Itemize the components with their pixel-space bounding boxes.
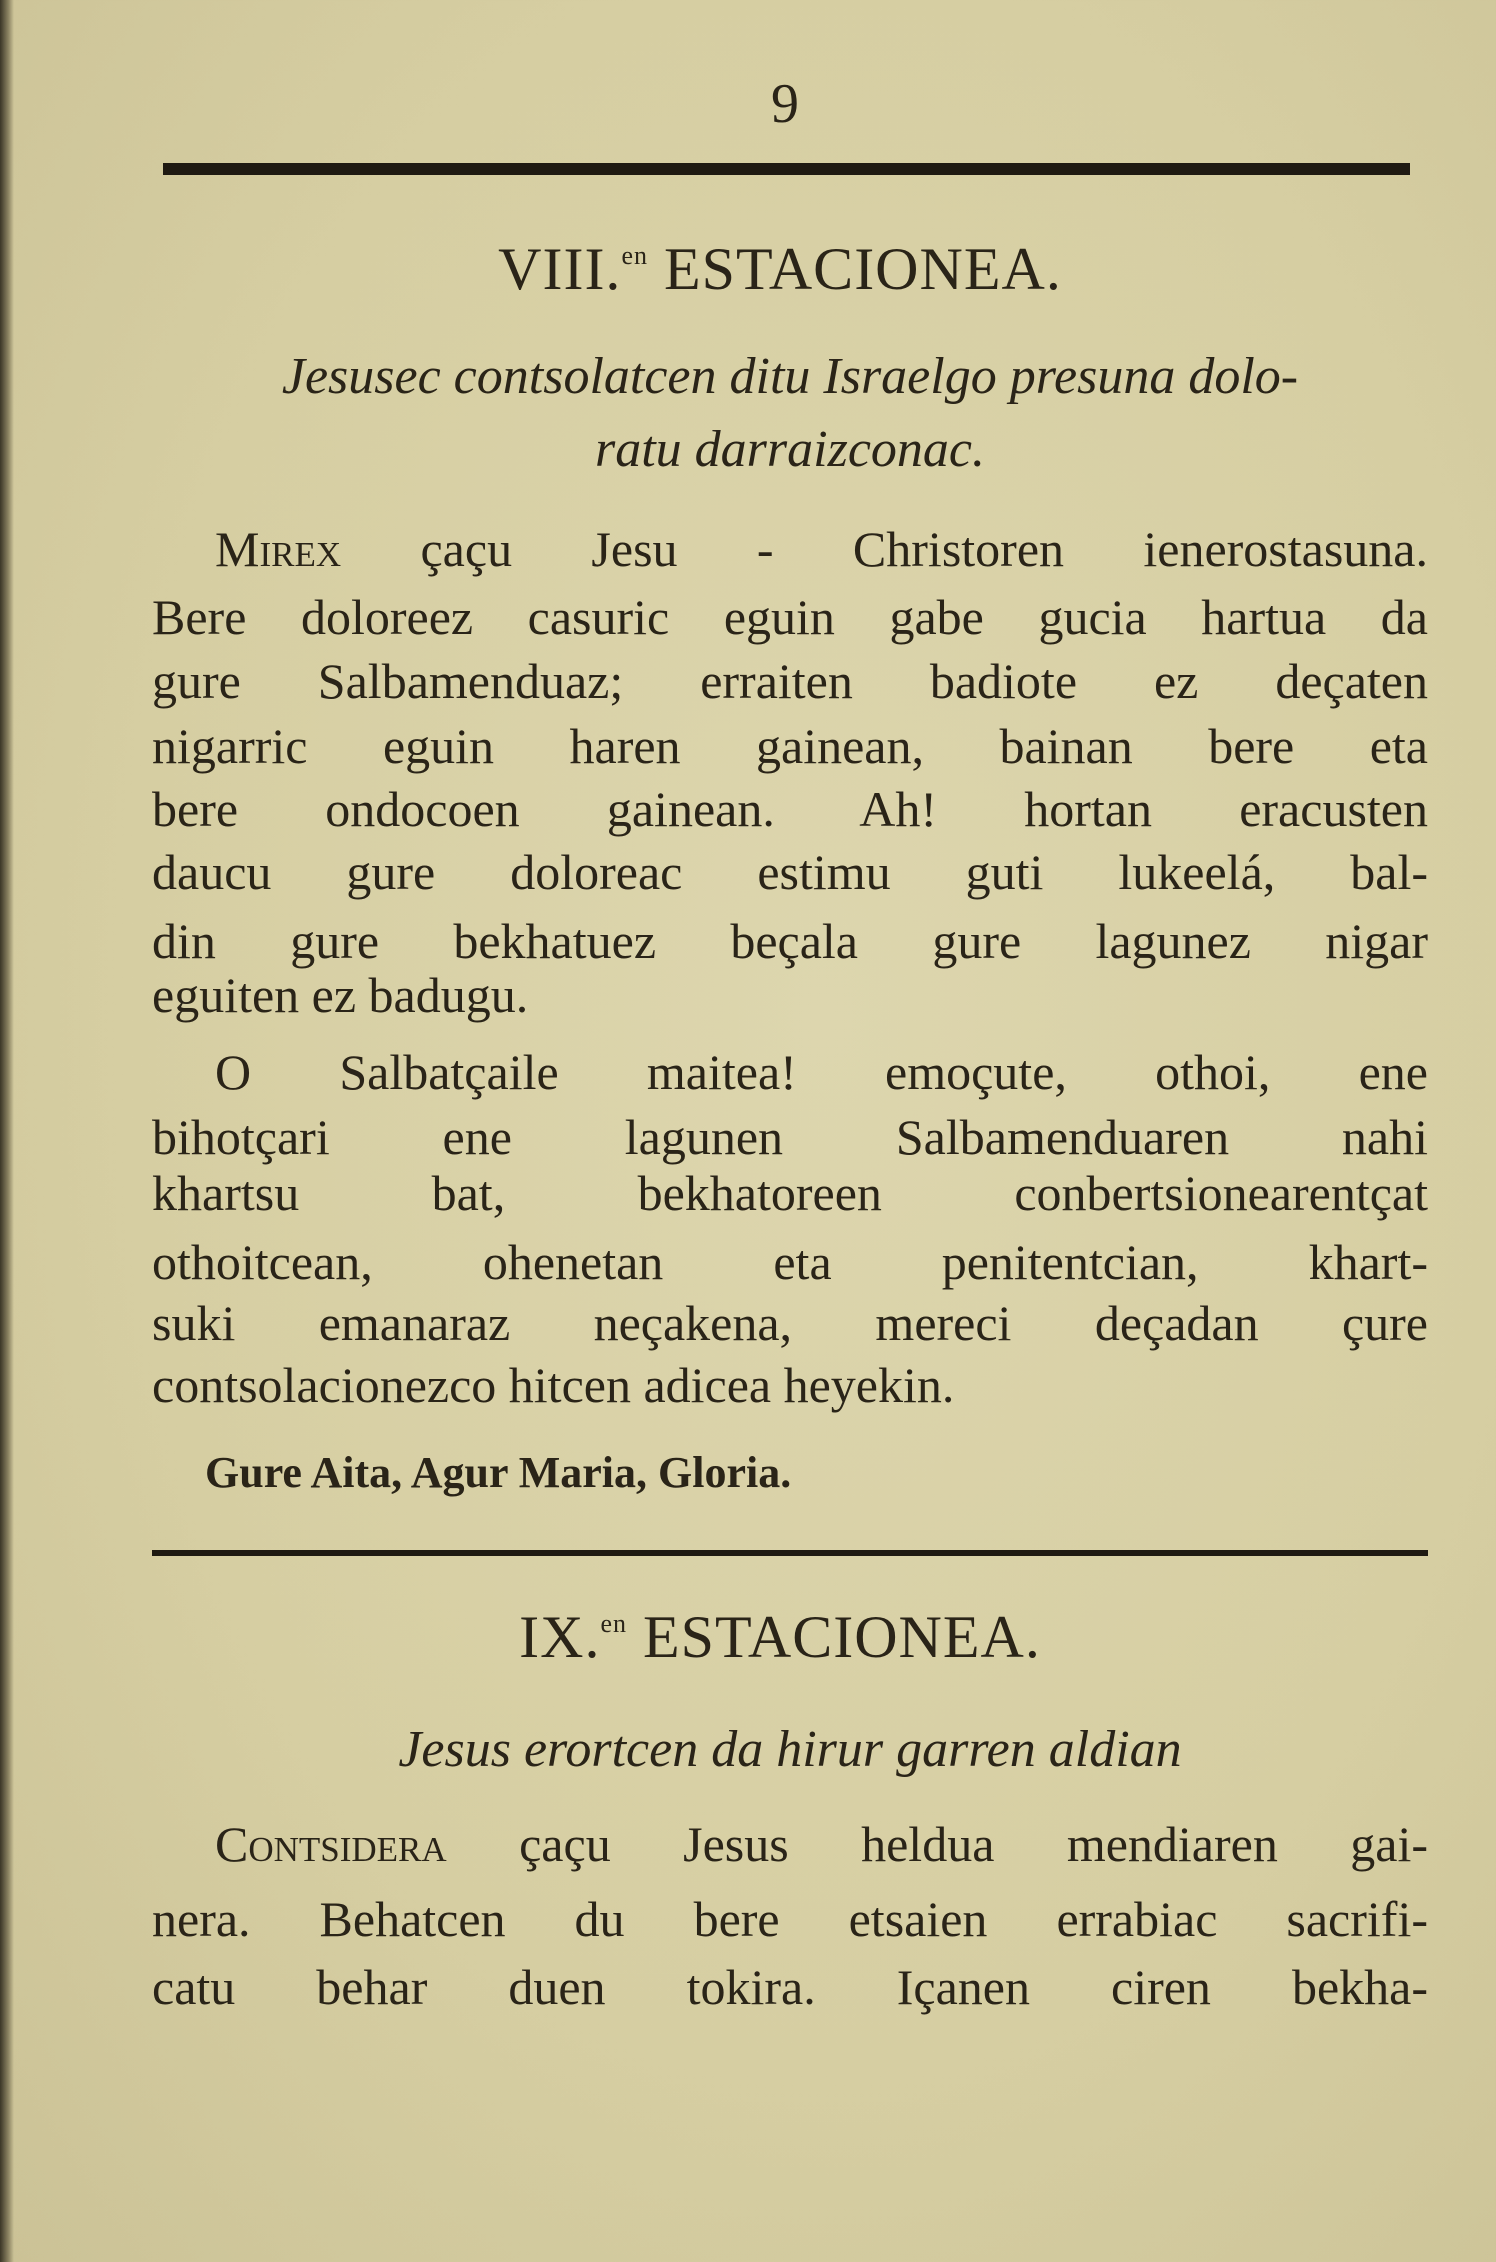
body-line: din gure bekhatuez beçala gure lagunez nigar	[152, 913, 1428, 969]
body-line: O Salbatçaile maitea! emoçute, othoi, ene	[215, 1044, 1428, 1100]
section-number-suffix: en	[621, 241, 648, 270]
lead-word: Mirex	[215, 521, 342, 577]
body-line: othoitcean, ohenetan eta penitentcian, khart-	[152, 1234, 1428, 1290]
body-line: bere ondocoen gainean. Ah! hortan eracusten	[152, 781, 1428, 837]
body-line: daucu gure doloreac estimu guti lukeelá, bal-	[152, 844, 1428, 900]
body-text: çaçu Jesus heldua mendiaren gai-	[446, 1816, 1428, 1872]
body-line	[215, 1815, 1428, 1873]
section-subtitle-line: Jesus erortcen da hirur garren aldian	[398, 1721, 1182, 1778]
section-subtitle-line: Jesusec contsolatcen ditu Israelgo presuna dolo-	[281, 348, 1299, 405]
body-line: suki emanaraz neçakena, mereci deçadan çure	[152, 1295, 1428, 1351]
page-number: 9	[771, 73, 799, 135]
body-text: çaçu Jesu - Christoren ienerostasuna.	[341, 521, 1428, 577]
header-rule	[163, 163, 1410, 175]
body-line: gure Salbamenduaz; erraiten badiote ez deçaten	[152, 653, 1428, 709]
body-line: bihotçari ene lagunen Salbamenduaren nahi	[152, 1109, 1428, 1165]
body-line: eguiten ez badugu.	[152, 967, 529, 1023]
prayer-line: Gure Aita, Agur Maria, Gloria.	[205, 1448, 792, 1497]
body-line: khartsu bat, bekhatoreen conbertsionearentçat	[152, 1165, 1428, 1221]
lead-word: Contsidera	[215, 1816, 447, 1872]
body-line: catu behar duen tokira. Içanen ciren bekha-	[152, 1959, 1428, 2015]
section-title: ESTACIONEA.	[643, 1604, 1041, 1670]
section-number-suffix: en	[600, 1609, 627, 1638]
section-subtitle-line: ratu darraizconac.	[595, 421, 985, 478]
body-line: contsolacionezco hitcen adicea heyekin.	[152, 1357, 955, 1413]
body-line: nigarric eguin haren gainean, bainan bere eta	[152, 718, 1428, 774]
section-divider	[152, 1550, 1428, 1556]
body-line: Bere doloreez casuric eguin gabe gucia hartua da	[152, 589, 1428, 645]
section-number: IX.	[519, 1604, 601, 1670]
page-binding-edge	[0, 0, 14, 2262]
section-title: ESTACIONEA.	[663, 236, 1062, 302]
section-heading-ix	[0, 1603, 1496, 1672]
body-line: nera. Behatcen du bere etsaien errabiac sacrifi-	[152, 1891, 1428, 1947]
section-heading-viii	[0, 235, 1496, 304]
section-number: VIII.	[498, 236, 622, 302]
body-line	[215, 520, 1428, 578]
